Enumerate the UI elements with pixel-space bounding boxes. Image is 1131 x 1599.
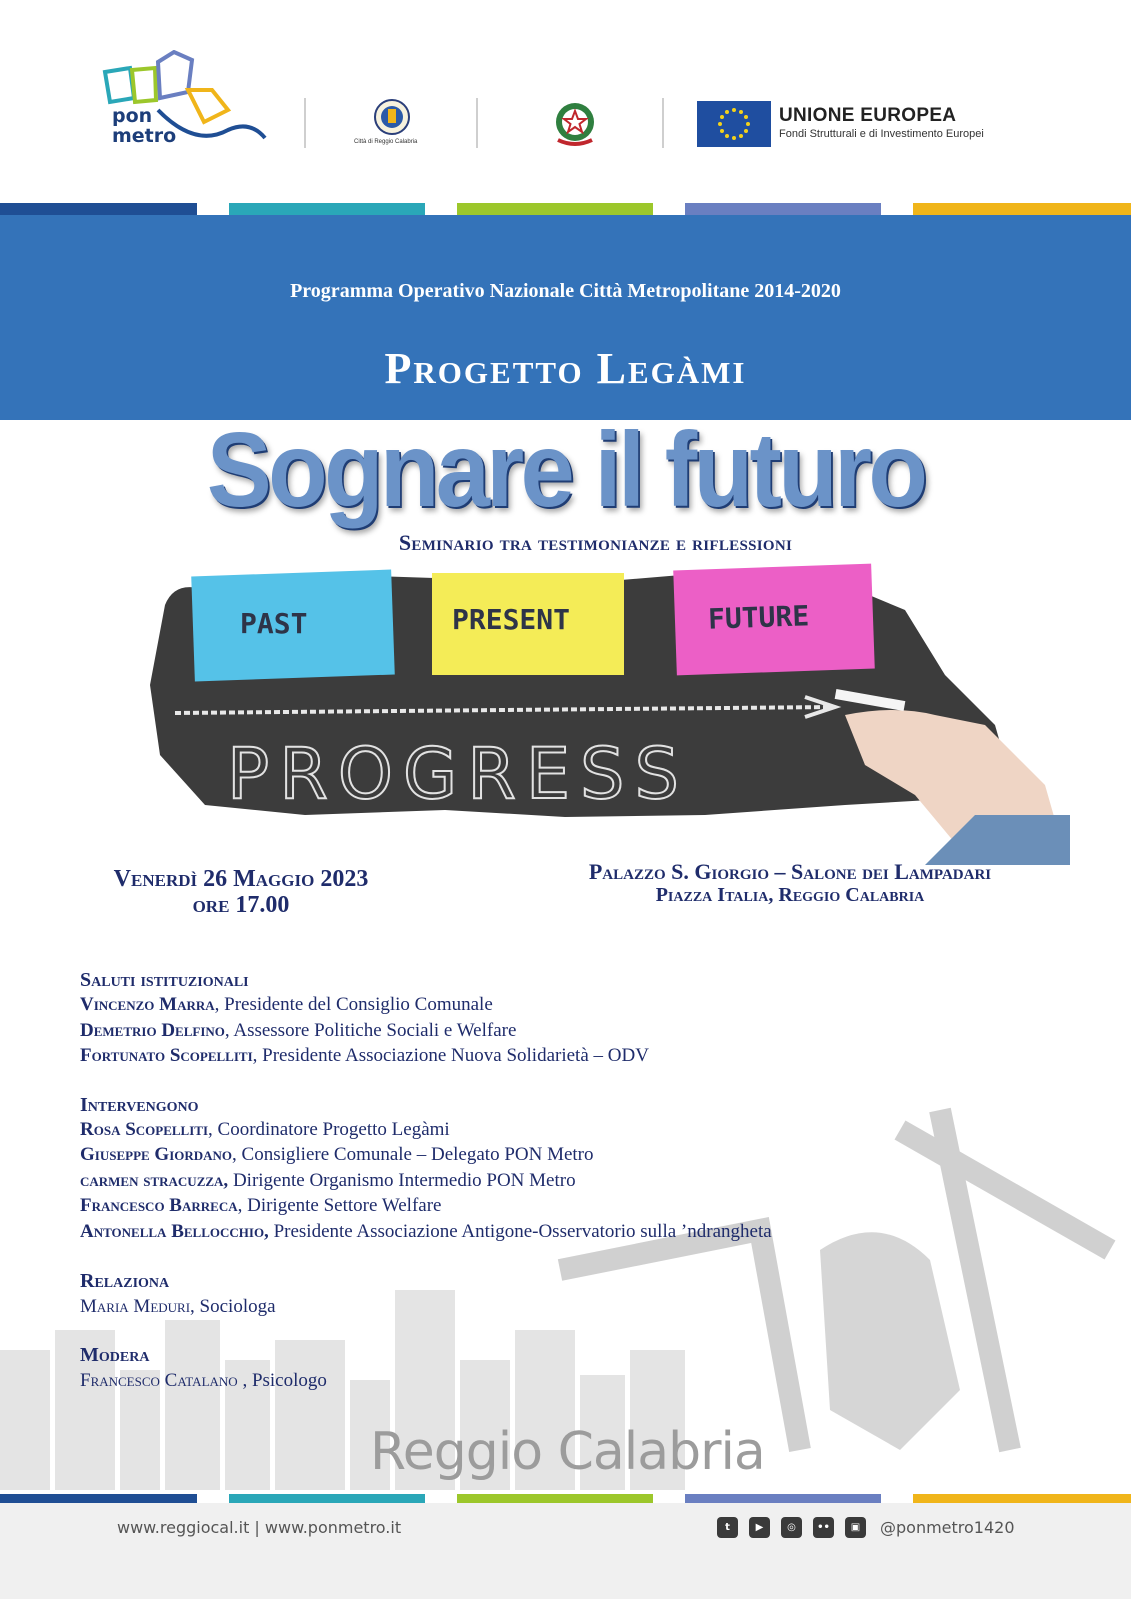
speaker-role: , Assessore Politiche Sociali e Welfare	[224, 1020, 517, 1041]
event-date: Venerdì 26 Maggio 2023	[113, 866, 369, 892]
instagram-icon[interactable]: ◎	[781, 1517, 802, 1538]
speaker-row	[80, 994, 493, 1016]
color-strip-segment	[229, 203, 425, 215]
speaker-name: Maria Meduri	[80, 1296, 191, 1317]
project-title: Progetto Legàmi	[384, 344, 747, 393]
color-strip-segment	[913, 203, 1131, 215]
speaker-name: Giuseppe Giordano	[80, 1144, 233, 1165]
footer-social-handle[interactable]: @ponmetro1420	[880, 1518, 1015, 1537]
color-strip-segment	[0, 1494, 197, 1503]
speaker-role: , Psicologo	[237, 1370, 327, 1391]
speaker-role: , Sociologa	[190, 1296, 276, 1317]
speaker-name: Rosa Scopelliti	[80, 1119, 209, 1140]
logo-divider	[304, 98, 306, 148]
speaker-role: , Presidente Associazione Nuova Solidarietà – ODV	[252, 1045, 649, 1066]
youtube-icon[interactable]: ▶	[749, 1517, 770, 1538]
event-address: Piazza Italia, Reggio Calabria	[655, 884, 925, 906]
main-title: Sognare il futuro	[206, 411, 925, 529]
color-strip-segment	[685, 1494, 881, 1503]
city-crest	[352, 97, 432, 149]
color-strip-segment	[229, 1494, 425, 1503]
city-crest-icon	[352, 97, 432, 137]
pon-metro-logo	[100, 50, 270, 155]
seminar-subtitle: Seminario tra testimonianze e riflessioni	[398, 530, 793, 555]
eu-flag	[697, 101, 771, 147]
note-future-label: FUTURE	[707, 599, 810, 636]
logo-divider	[662, 98, 664, 148]
progress-illustration	[145, 565, 1070, 865]
speaker-role: Dirigente Organismo Intermedio PON Metro	[228, 1170, 576, 1191]
section-heading-relaziona: Relaziona	[80, 1270, 170, 1292]
logo-divider	[476, 98, 478, 148]
eu-title: UNIONE EUROPEA	[779, 105, 957, 126]
speaker-role: Presidente Associazione Antigone-Osservatorio sulla ’ndrangheta	[268, 1221, 772, 1242]
programme-line: Programma Operativo Nazionale Città Metropolitane 2014-2020	[290, 280, 841, 302]
pon-logo-line1: pon	[112, 105, 153, 127]
speaker-name: Demetrio Delfino	[80, 1020, 225, 1041]
flickr-icon[interactable]: ••	[813, 1517, 834, 1538]
speaker-role: , Presidente del Consiglio Comunale	[214, 994, 493, 1015]
speaker-name: Vincenzo Marra	[80, 994, 215, 1015]
speaker-row	[80, 1296, 276, 1318]
event-time: ore 17.00	[192, 892, 290, 918]
speaker-row	[80, 1119, 450, 1141]
section-heading-saluti: Saluti istituzionali	[80, 969, 249, 991]
header-logos	[0, 0, 1131, 200]
speaker-row	[80, 1170, 576, 1192]
speaker-row	[80, 1370, 327, 1392]
watermark-city: Reggio Calabria	[370, 1422, 765, 1482]
speaker-name: carmen stracuzza,	[80, 1170, 229, 1191]
speaker-row	[80, 1195, 441, 1217]
section-heading-intervengono: Intervengono	[80, 1094, 199, 1116]
note-past-label: PAST	[240, 607, 308, 640]
italian-republic-emblem	[550, 98, 600, 150]
section-heading-modera: Modera	[80, 1344, 150, 1366]
speaker-name: Fortunato Scopelliti	[80, 1045, 253, 1066]
speaker-name: Francesco Barreca	[80, 1195, 238, 1216]
speaker-row	[80, 1144, 594, 1166]
chalk-progress-word: PROGRESS	[227, 733, 689, 815]
star-emblem-icon	[550, 98, 600, 150]
eu-stars-icon	[697, 101, 771, 147]
speaker-name: Francesco Catalano	[80, 1370, 238, 1391]
twitter-icon[interactable]: t	[717, 1517, 738, 1538]
color-strip-segment	[913, 1494, 1131, 1503]
pon-logo-line2: metro	[112, 125, 177, 147]
color-strip-segment	[457, 1494, 653, 1503]
event-venue: Palazzo S. Giorgio – Salone dei Lampadari	[588, 859, 992, 884]
note-present-label: PRESENT	[452, 603, 571, 636]
speaker-row	[80, 1045, 649, 1067]
speaker-row	[80, 1221, 772, 1243]
speaker-role: , Dirigente Settore Welfare	[237, 1195, 442, 1216]
gift-icon[interactable]: ▣	[845, 1517, 866, 1538]
speaker-role: , Consigliere Comunale – Delegato PON Metro	[232, 1144, 594, 1165]
city-caption: Città di Reggio Calabria	[354, 139, 418, 145]
color-strip-segment	[0, 203, 197, 215]
speaker-name: Antonella Bellocchio,	[80, 1221, 269, 1242]
eu-subtitle: Fondi Strutturali e di Investimento Europei	[779, 128, 984, 140]
color-strip-segment	[685, 203, 881, 215]
color-strip-segment	[457, 203, 653, 215]
footer-websites[interactable]: www.reggiocal.it | www.ponmetro.it	[117, 1518, 402, 1537]
speaker-role: , Coordinatore Progetto Legàmi	[208, 1119, 450, 1140]
speaker-row	[80, 1020, 516, 1042]
